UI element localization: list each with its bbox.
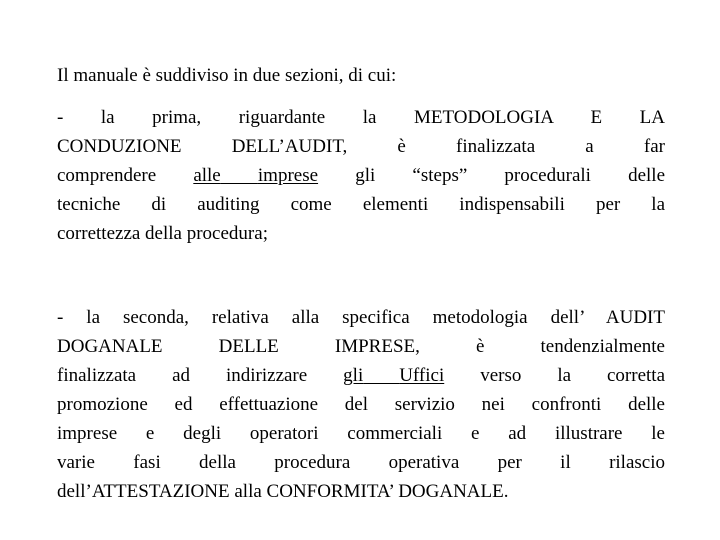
intro-text: Il manuale è suddiviso in due sezioni, di cui: bbox=[57, 65, 397, 86]
underlined-space bbox=[363, 365, 399, 386]
underlined-word: imprese bbox=[257, 165, 319, 186]
paragraph-line: imprese e degli operatori commerciali e ad illustrare le bbox=[57, 423, 665, 444]
paragraph-line bbox=[57, 161, 665, 190]
paragraph-line: promozione ed effettuazione del servizio nei confronti delle bbox=[57, 394, 665, 415]
text-segment: verso la corretta bbox=[444, 365, 666, 386]
underlined-word: gli bbox=[343, 365, 364, 386]
underlined-space bbox=[221, 165, 258, 186]
text-segment: gli “steps” procedurali delle bbox=[318, 165, 666, 186]
paragraph-line: DOGANALE DELLE IMPRESE, è tendenzialmente bbox=[57, 336, 665, 357]
section-second-paragraph bbox=[57, 303, 665, 506]
underlined-word: alle bbox=[193, 165, 221, 186]
paragraph-line: - la prima, riguardante la METODOLOGIA E LA bbox=[57, 107, 665, 128]
text-segment: comprendere bbox=[57, 165, 194, 186]
paragraph-line: dell’ATTESTAZIONE alla CONFORMITA’ DOGANALE. bbox=[57, 481, 509, 502]
section-first-paragraph bbox=[57, 103, 665, 248]
paragraph-line: tecniche di auditing come elementi indispensabili per la bbox=[57, 194, 665, 215]
paragraph-line: varie fasi della procedura operativa per il rilascio bbox=[57, 452, 665, 473]
text-segment: finalizzata ad indirizzare bbox=[57, 365, 344, 386]
paragraph-line: CONDUZIONE DELL’AUDIT, è finalizzata a far bbox=[57, 136, 665, 157]
paragraph-line bbox=[57, 361, 665, 390]
paragraph-line: - la seconda, relativa alla specifica metodologia dell’ AUDIT bbox=[57, 307, 665, 328]
underlined-word: Uffici bbox=[399, 365, 445, 386]
paragraph-line: correttezza della procedura; bbox=[57, 223, 268, 244]
